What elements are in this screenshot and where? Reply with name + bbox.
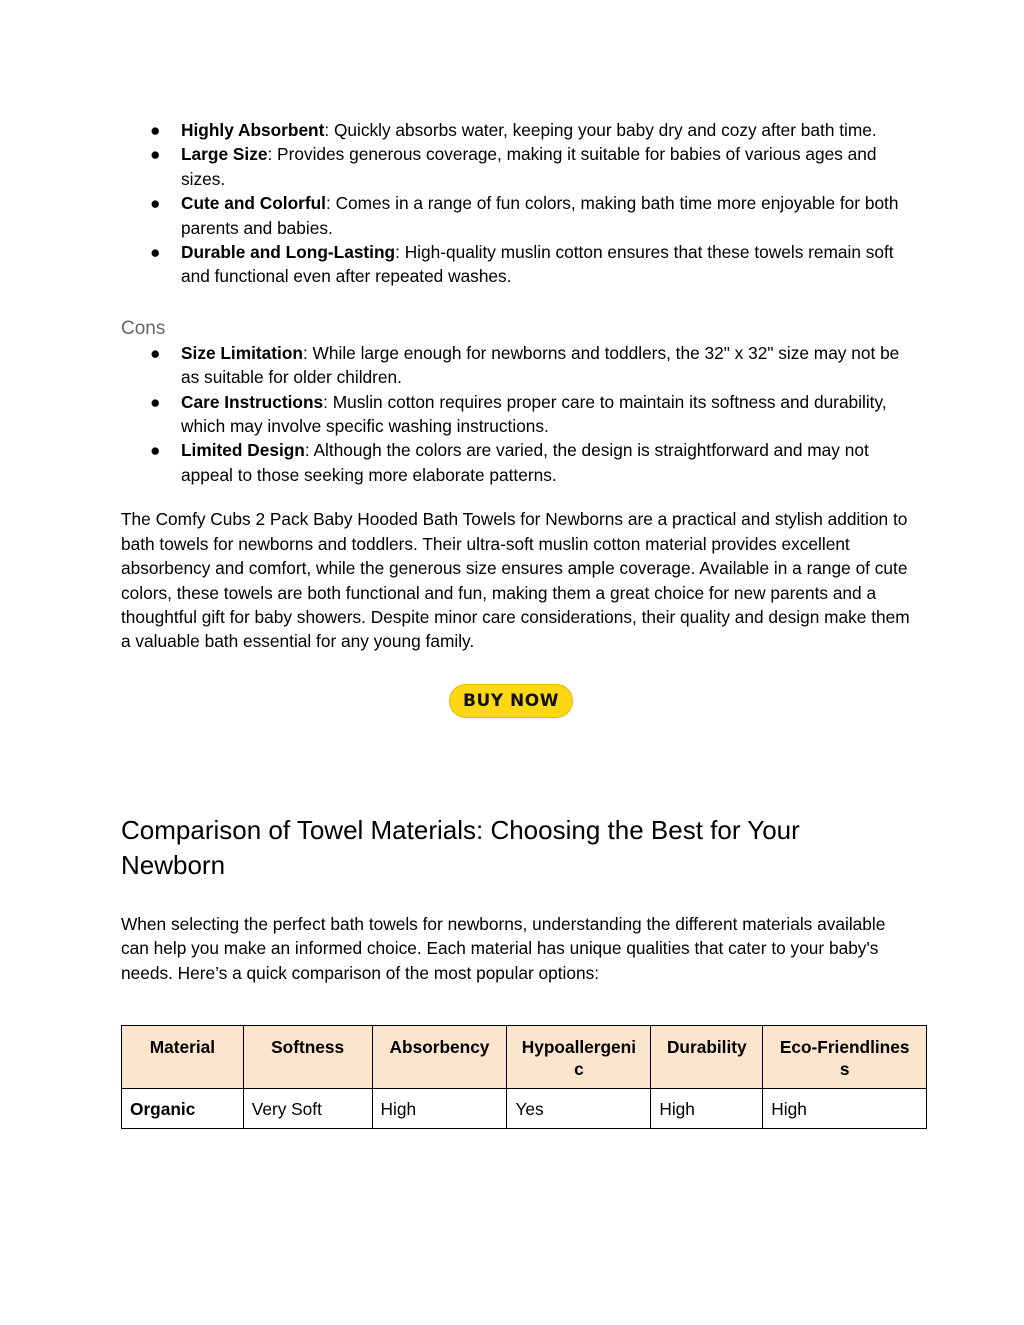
list-item	[121, 191, 911, 240]
item-title: Limited Design	[181, 440, 305, 461]
table-header-row	[122, 1025, 927, 1088]
buy-now-container	[121, 684, 901, 718]
table-cell: High	[372, 1088, 507, 1128]
item-text: : While large enough for newborns and toddlers, the 32" x 32" size may not be as suitable for older children.	[181, 342, 900, 388]
item-title: Highly Absorbent	[181, 120, 325, 140]
bullet-icon: ●	[150, 440, 161, 461]
list-item	[121, 438, 911, 487]
bullet-icon: ●	[150, 144, 161, 165]
item-text: : Muslin cotton requires proper care to maintain its softness and durability, which may involve specific washing instructions.	[181, 391, 887, 437]
item-title: Care Instructions	[181, 391, 324, 412]
cons-list	[121, 341, 911, 487]
table-cell: Organic	[122, 1088, 244, 1128]
pros-list	[121, 118, 911, 289]
item-title: Size Limitation	[181, 342, 303, 363]
header-softness: Softness	[243, 1025, 372, 1088]
summary-paragraph: The Comfy Cubs 2 Pack Baby Hooded Bath Towels for Newborns are a practical and stylish addition to bath towels for newborns and toddlers. Their ultra-soft muslin cotton material provides excellent absorbency and comfort, while the generous size ensures ample coverage. Available in a range of cute colors, these towels are both functional and fun, making them a great choice for new parents and a thoughtful gift for baby showers. Despite minor care considerations, their quality and design make them a valuable bath essential for any young family.	[121, 509, 910, 652]
table-cell: Yes	[507, 1088, 651, 1128]
list-item	[121, 142, 911, 191]
table-row	[122, 1088, 927, 1128]
header-durability: Durability	[651, 1025, 763, 1088]
list-item	[121, 341, 911, 390]
item-title: Large Size	[181, 144, 268, 165]
list-item	[121, 390, 911, 439]
header-eco-friendliness: Eco-Friendlines s	[763, 1025, 927, 1088]
comparison-table	[121, 1025, 927, 1129]
item-text: : Comes in a range of fun colors, making bath time more enjoyable for both parents and babies.	[181, 193, 899, 238]
table-cell: Very Soft	[243, 1088, 372, 1128]
buy-now-button[interactable]: BUY NOW	[449, 684, 573, 718]
intro-paragraph: When selecting the perfect bath towels for newborns, understanding the different materials available can help you make an informed choice. Each material has unique qualities that cater to your baby's needs. Here’s a quick comparison of the most popular options:	[121, 913, 886, 983]
section-title: Comparison of Towel Materials: Choosing the Best for Your Newborn	[121, 814, 800, 880]
bullet-icon: ●	[150, 242, 161, 263]
item-text: : Although the colors are varied, the design is straightforward and may not appeal to those seeking more elaborate patterns.	[181, 440, 869, 485]
table-cell: High	[651, 1088, 763, 1128]
bullet-icon: ●	[150, 342, 161, 363]
item-text: : Provides generous coverage, making it suitable for babies of various ages and sizes.	[181, 144, 877, 189]
header-absorbency: Absorbency	[372, 1025, 507, 1088]
item-text: : High-quality muslin cotton ensures that these towels remain soft and functional even after repeated washes.	[181, 242, 894, 287]
item-text: : Quickly absorbs water, keeping your baby dry and cozy after bath time.	[324, 120, 877, 140]
bullet-icon: ●	[150, 120, 161, 140]
document-page	[121, 118, 911, 1129]
header-hypoallergenic: Hypoallergeni c	[507, 1025, 651, 1088]
list-item	[121, 240, 911, 289]
item-title: Durable and Long-Lasting	[181, 242, 396, 263]
item-title: Cute and Colorful	[181, 193, 326, 214]
table-cell: High	[763, 1088, 927, 1128]
list-item	[121, 118, 911, 142]
bullet-icon: ●	[150, 391, 161, 412]
header-material: Material	[122, 1025, 244, 1088]
cons-heading: Cons	[121, 317, 166, 339]
bullet-icon: ●	[150, 193, 161, 214]
